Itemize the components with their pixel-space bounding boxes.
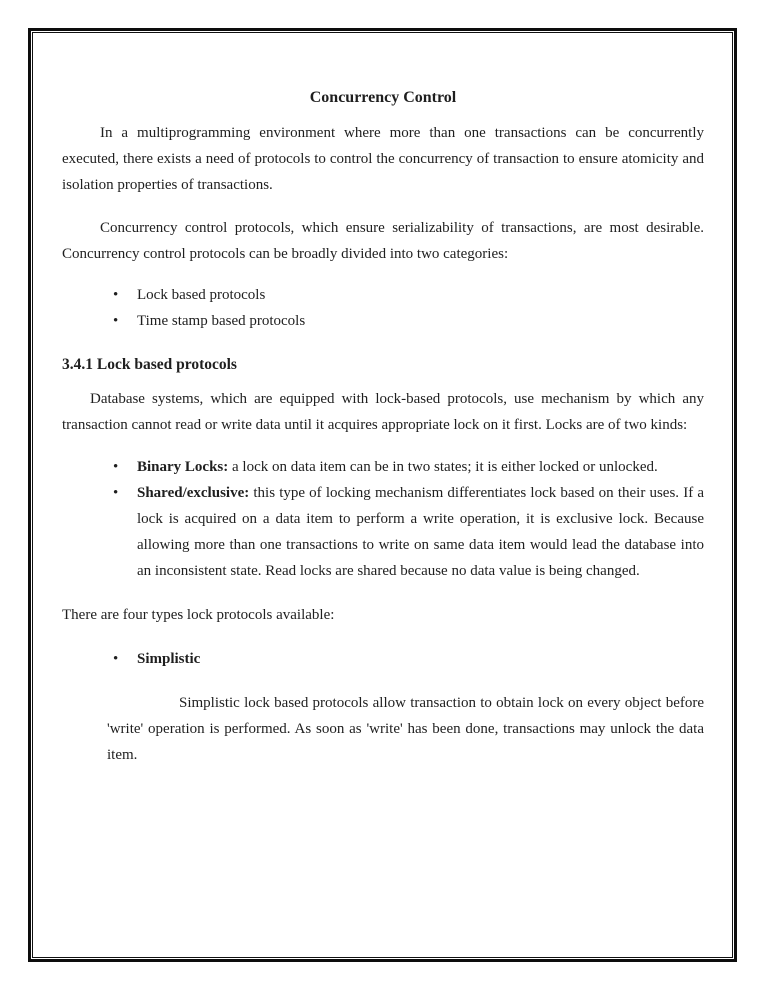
list-item-text: this type of locking mechanism differentiates lock based on their uses. If a lock is acquired on a data item to perform a write operation, it is exclusive lock. Because allowing more than one transactions to write on same data item would lead the database into an inconsistent state. Read locks are shared because no data value is being changed.	[137, 485, 704, 579]
list-item-label: Lock based protocols	[137, 287, 266, 303]
four-types-line: There are four types lock protocols available:	[62, 607, 335, 623]
section-heading: 3.4.1 Lock based protocols	[62, 356, 237, 373]
document-title: Concurrency Control	[309, 89, 457, 106]
bullet-icon: •	[113, 287, 119, 303]
bullet-icon: •	[113, 459, 119, 475]
list-item-binary-locks	[62, 454, 704, 480]
intro-paragraph-1: In a multiprogramming environment where more than one transactions can be concurrently executed, there exists a need of protocols to control the concurrency of transaction to ensure atomicity and isolation properties of transactions.	[62, 125, 704, 193]
simplistic-description: Simplistic lock based protocols allow transaction to obtain lock on every object before 'write' operation is performed. As soon as 'write' has been done, transactions may unlock the data item.	[107, 695, 704, 763]
page-inner-border	[32, 32, 733, 958]
simplistic-list	[62, 646, 704, 672]
list-item-lock-based	[62, 282, 704, 308]
protocol-category-list	[62, 282, 704, 334]
bullet-icon: •	[113, 313, 119, 329]
list-item-label: Simplistic	[137, 651, 201, 667]
lock-kinds-list	[62, 454, 704, 584]
list-item-simplistic	[62, 646, 704, 672]
list-item-lead: Binary Locks:	[137, 459, 229, 475]
list-item-lead: Shared/exclusive:	[137, 485, 250, 501]
section-intro-paragraph: Database systems, which are equipped with lock-based protocols, use mechanism by which any transaction cannot read or write data until it acquires appropriate lock on it first. Locks are of two kinds:	[62, 391, 704, 433]
intro-paragraph-2: Concurrency control protocols, which ensure serializability of transactions, are most desirable. Concurrency control protocols can be broadly divided into two categories:	[62, 220, 704, 262]
list-item-label: Time stamp based protocols	[137, 313, 306, 329]
list-item-shared-exclusive	[62, 480, 704, 584]
bullet-icon: •	[113, 651, 119, 667]
list-item-text: a lock on data item can be in two states; it is either locked or unlocked.	[228, 459, 658, 475]
bullet-icon: •	[113, 485, 119, 501]
document-page	[28, 28, 737, 962]
list-item-time-stamp	[62, 308, 704, 334]
